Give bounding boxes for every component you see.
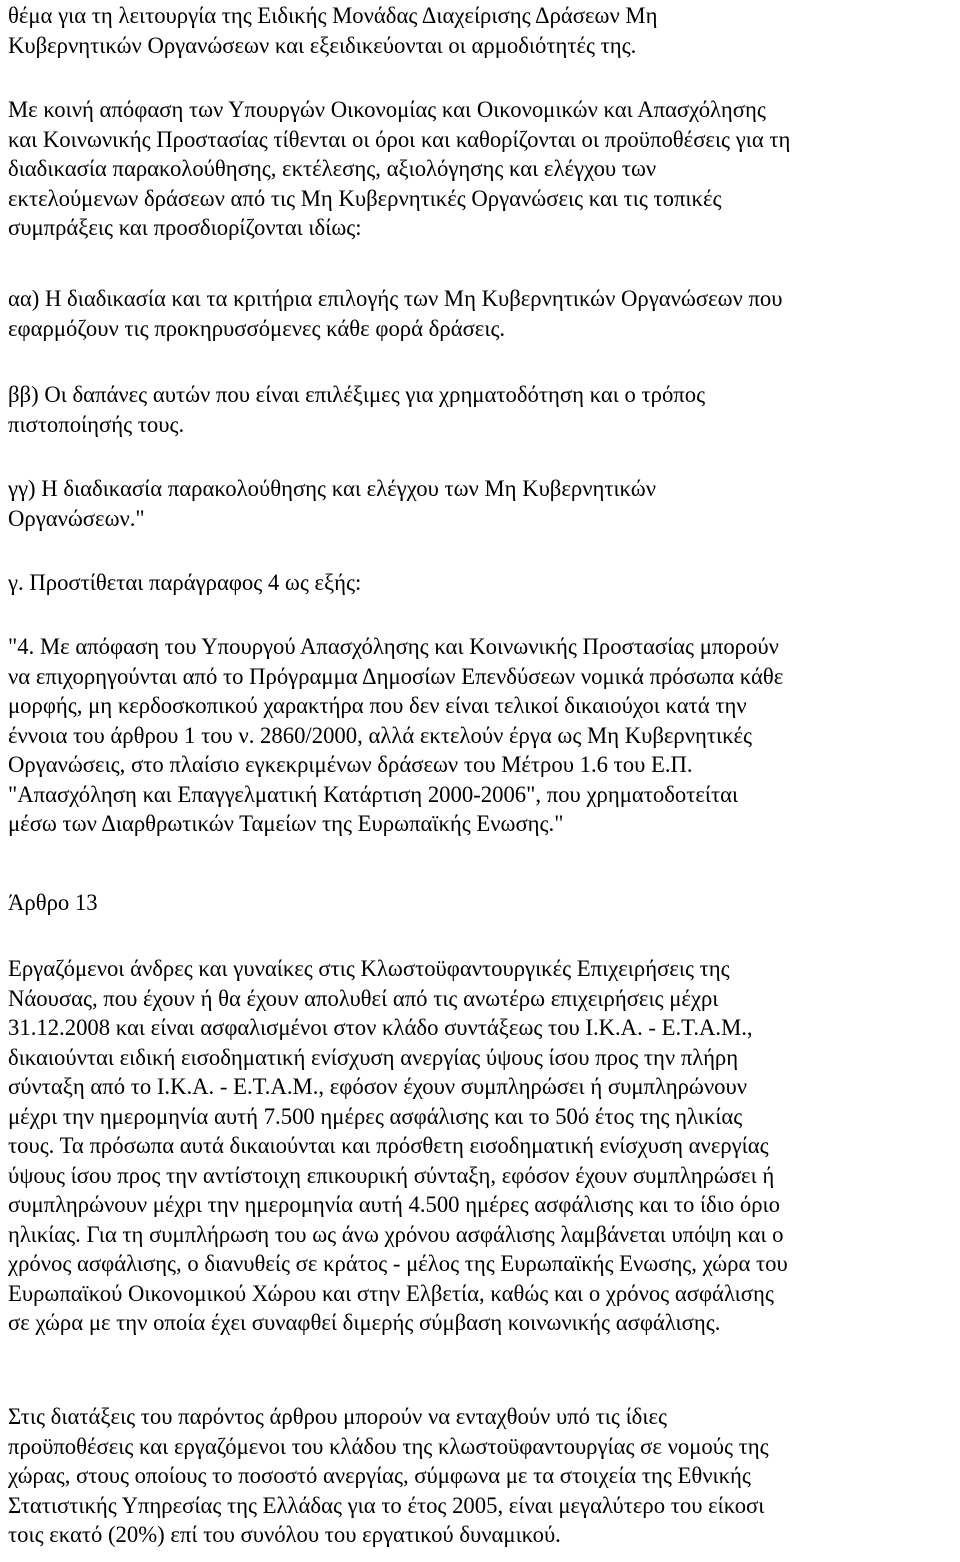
paragraph-article-13-body xyxy=(8,954,954,1338)
text-line: έννοια του άρθρου 1 του ν. 2860/2000, αλλά εκτελούν έργα ως Μη Κυβερνητικές xyxy=(8,722,753,748)
paragraph-item-g xyxy=(8,568,954,598)
text-line: χρόνος ασφάλισης, ο διανυθείς σε κράτος - μέλος της Ευρωπαϊκής Ενωσης, χώρα του xyxy=(8,1251,788,1276)
text-line: αα) Η διαδικασία και τα κριτήρια επιλογής των Μη Κυβερνητικών Οργανώσεων που xyxy=(8,286,783,311)
text-line: μορφής, μη κερδοσκοπικού χαρακτήρα που δεν είναι τελικοί δικαιούχοι κατά την xyxy=(8,693,747,718)
text-line: "Απασχόληση και Επαγγελματική Κατάρτιση 2000-2006", που χρηματοδοτείται xyxy=(8,781,739,807)
text-line: Στατιστικής Υπηρεσίας της Ελλάδας για το έτος 2005, είναι μεγαλύτερο του είκοσι xyxy=(8,1492,765,1518)
text-line: σύνταξη από το Ι.Κ.Α. - Ε.Τ.Α.Μ., εφόσον έχουν συμπληρώσει ή συμπληρώνουν xyxy=(8,1074,747,1099)
text-line: θέμα για τη λειτουργία της Ειδικής Μονάδας Διαχείρισης Δράσεων Μη xyxy=(8,3,658,28)
text-line: 31.12.2008 και είναι ασφαλισμένοι στον κλάδο συντάξεως του Ι.Κ.Α. - Ε.Τ.Α.Μ., xyxy=(8,1015,753,1040)
text-line: Στις διατάξεις του παρόντος άρθρου μπορούν να ενταχθούν υπό τις ίδιες xyxy=(8,1404,667,1429)
text-line: ββ) Οι δαπάνες αυτών που είναι επιλέξιμες για χρηματοδότηση και ο τρόπος xyxy=(8,382,706,407)
text-line: "4. Με απόφαση του Υπουργού Απασχόλησης και Κοινωνικής Προστασίας μπορούν xyxy=(8,634,779,659)
text-line: προϋποθέσεις και εργαζόμενοι του κλάδου της κλωστοϋφαντουργίας σε νομούς της xyxy=(8,1433,769,1459)
text-line: γγ) Η διαδικασία παρακολούθησης και ελέγχου των Μη Κυβερνητικών xyxy=(8,476,656,501)
text-line: μέχρι την ημερομηνία αυτή 7.500 ημέρες ασφάλισης και το 50ό έτος της ηλικίας xyxy=(8,1103,743,1129)
text-line: διαδικασία παρακολούθησης, εκτέλεσης, αξιολόγησης και ελέγχου των xyxy=(8,156,657,181)
paragraph-item-gg xyxy=(8,474,954,533)
text-line: Εργαζόμενοι άνδρες και γυναίκες στις Κλωστοϋφαντουργικές Επιχειρήσεις της xyxy=(8,956,730,981)
paragraph-item-aa xyxy=(8,284,954,343)
text-line: να επιχορηγούνται από το Πρόγραμμα Δημοσίων Επενδύσεων νομικά πρόσωπα κάθε xyxy=(8,663,784,689)
text-line: ύψους ίσου προς την αντίστοιχη επικουρική σύνταξη, εφόσον έχουν συμπληρώσει ή xyxy=(8,1162,775,1188)
text-line: Οργανώσεων." xyxy=(8,505,145,531)
paragraph-intro-continuation xyxy=(8,1,954,60)
text-line: χώρας, στους οποίους το ποσοστό ανεργίας, σύμφωνα με τα στοιχεία της Εθνικής xyxy=(8,1463,751,1488)
text-line: Με κοινή απόφαση των Υπουργών Οικονομίας και Οικονομικών και Απασχόλησης xyxy=(8,97,766,122)
text-line: συμπράξεις και προσδιορίζονται ιδίως: xyxy=(8,215,362,240)
paragraph-joint-decision xyxy=(8,95,954,243)
text-line: δικαιούνται ειδική εισοδηματική ενίσχυση ανεργίας ύψους ίσου προς την πλήρη xyxy=(8,1044,739,1070)
paragraph-section-4 xyxy=(8,632,954,839)
text-line: τοις εκατό (20%) επί του συνόλου του εργατικού δυναμικού. xyxy=(8,1522,561,1547)
text-line: Οργανώσεις, στο πλαίσιο εγκεκριμένων δράσεων του Μέτρου 1.6 του Ε.Π. xyxy=(8,752,693,777)
text-line: ηλικίας. Για τη συμπλήρωση του ως άνω χρόνου ασφάλισης λαμβάνεται υπόψη και ο xyxy=(8,1221,784,1247)
text-line: Άρθρο 13 xyxy=(8,890,98,915)
text-line: και Κοινωνικής Προστασίας τίθενται οι όροι και καθορίζονται οι προϋποθέσεις για τη xyxy=(8,126,791,152)
paragraph-item-bb xyxy=(8,380,954,439)
text-line: εφαρμόζουν τις προκηρυσσόμενες κάθε φορά δράσεις. xyxy=(8,315,506,341)
text-line: Κυβερνητικών Οργανώσεων και εξειδικεύονται οι αρμοδιότητές της. xyxy=(8,32,637,58)
text-line: Ευρωπαϊκού Οικονομικού Χώρου και στην Ελβετία, καθώς και ο χρόνος ασφάλισης xyxy=(8,1280,774,1306)
text-line: πιστοποίησής τους. xyxy=(8,411,185,437)
text-line: συμπληρώνουν μέχρι την ημερομηνία αυτή 4.500 ημέρες ασφάλισης και το ίδιο όριο xyxy=(8,1192,780,1217)
article-heading xyxy=(8,888,954,918)
text-line: σε χώρα με την οποία έχει συναφθεί διμερής σύμβαση κοινωνικής ασφάλισης. xyxy=(8,1310,721,1335)
paragraph-article-13-extension xyxy=(8,1402,954,1550)
text-line: τους. Τα πρόσωπα αυτά δικαιούνται και πρόσθετη εισοδηματική ενίσχυση ανεργίας xyxy=(8,1133,769,1158)
text-line: μέσω των Διαρθρωτικών Ταμείων της Ευρωπαϊκής Ενωσης." xyxy=(8,811,564,836)
text-line: γ. Προστίθεται παράγραφος 4 ως εξής: xyxy=(8,570,362,595)
text-line: εκτελούμενων δράσεων από τις Μη Κυβερνητικές Οργανώσεις και τις τοπικές xyxy=(8,185,722,211)
text-line: Νάουσας, που έχουν ή θα έχουν απολυθεί από τις ανωτέρω επιχειρήσεις μέχρι xyxy=(8,985,719,1011)
